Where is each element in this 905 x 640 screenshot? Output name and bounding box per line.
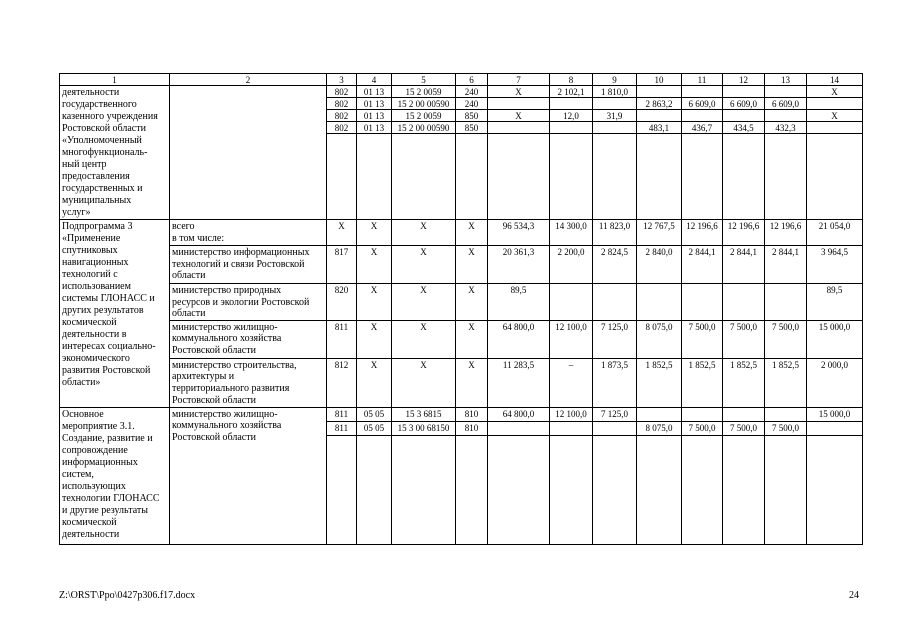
amount-cell: 12,0 bbox=[550, 110, 593, 122]
empty-cell bbox=[807, 134, 863, 220]
amount-cell: 436,7 bbox=[682, 122, 723, 134]
amount-cell: 2 844,1 bbox=[723, 246, 765, 284]
amount-cell bbox=[593, 98, 637, 110]
budget-code-cell: 15 3 6815 bbox=[392, 407, 456, 421]
empty-cell bbox=[357, 134, 392, 220]
empty-cell bbox=[765, 435, 807, 544]
amount-cell bbox=[682, 110, 723, 122]
budget-code-cell: 15 2 00 00590 bbox=[392, 122, 456, 134]
amount-cell: 89,5 bbox=[488, 284, 550, 321]
empty-cell bbox=[682, 435, 723, 544]
header-row bbox=[60, 74, 863, 86]
budget-code-cell: X bbox=[357, 320, 392, 358]
amount-cell: 2 102,1 bbox=[550, 86, 593, 98]
budget-code-cell: 240 bbox=[456, 86, 488, 98]
amount-cell bbox=[765, 86, 807, 98]
amount-cell bbox=[550, 122, 593, 134]
amount-cell: 15 000,0 bbox=[807, 407, 863, 421]
amount-cell bbox=[488, 421, 550, 435]
budget-code-cell: X bbox=[392, 320, 456, 358]
column-number-header: 9 bbox=[593, 74, 637, 86]
budget-code-cell: X bbox=[357, 246, 392, 284]
budget-code-cell: 811 bbox=[327, 407, 357, 421]
amount-cell: 8 075,0 bbox=[637, 320, 682, 358]
column-number-header: 3 bbox=[327, 74, 357, 86]
budget-code-cell: X bbox=[357, 220, 392, 246]
amount-cell bbox=[637, 110, 682, 122]
budget-table bbox=[59, 73, 863, 545]
budget-code-cell: 817 bbox=[327, 246, 357, 284]
amount-cell: 3 964,5 bbox=[807, 246, 863, 284]
amount-cell bbox=[807, 421, 863, 435]
amount-cell: 2 844,1 bbox=[765, 246, 807, 284]
table-row bbox=[60, 407, 863, 421]
budget-code-cell: 811 bbox=[327, 320, 357, 358]
empty-cell bbox=[456, 435, 488, 544]
amount-cell bbox=[723, 284, 765, 321]
budget-code-cell: 05 05 bbox=[357, 421, 392, 435]
empty-cell bbox=[637, 134, 682, 220]
budget-code-cell: 810 bbox=[456, 407, 488, 421]
amount-cell: 7 500,0 bbox=[765, 320, 807, 358]
budget-code-cell: 812 bbox=[327, 358, 357, 407]
empty-cell bbox=[682, 134, 723, 220]
amount-cell bbox=[550, 421, 593, 435]
executor-cell: министерство природных ресурсов и экологии Ростовской области bbox=[170, 284, 327, 321]
budget-code-cell: 850 bbox=[456, 110, 488, 122]
amount-cell: 483,1 bbox=[637, 122, 682, 134]
amount-cell bbox=[765, 110, 807, 122]
amount-cell bbox=[682, 284, 723, 321]
executor-cell bbox=[170, 86, 327, 220]
amount-cell: 8 075,0 bbox=[637, 421, 682, 435]
executor-cell: всего в том числе: bbox=[170, 220, 327, 246]
budget-code-cell: 850 bbox=[456, 122, 488, 134]
amount-cell: 1 852,5 bbox=[682, 358, 723, 407]
program-name-cell: деятельности государственного казенного учреждения Ростовской области «Уполномоченный многофункциональ- ный центр предоставления государственных и муниципальных услуг» bbox=[60, 86, 170, 220]
amount-cell: 96 534,3 bbox=[488, 220, 550, 246]
amount-cell: 12 196,6 bbox=[723, 220, 765, 246]
amount-cell: 2 844,1 bbox=[682, 246, 723, 284]
empty-cell bbox=[392, 134, 456, 220]
amount-cell: 1 852,5 bbox=[637, 358, 682, 407]
amount-cell: 7 500,0 bbox=[723, 421, 765, 435]
amount-cell bbox=[807, 98, 863, 110]
empty-cell bbox=[488, 435, 550, 544]
budget-code-cell: 802 bbox=[327, 110, 357, 122]
program-name-cell: Подпрограмма 3 «Применение спутниковых навигационных технологий с использованием системы ГЛОНАСС и других результатов космической деятельности в интересах социально- экономического развития Ростовской области» bbox=[60, 220, 170, 408]
amount-cell: 2 863,2 bbox=[637, 98, 682, 110]
column-number-header: 7 bbox=[488, 74, 550, 86]
empty-cell bbox=[357, 435, 392, 544]
budget-code-cell: 01 13 bbox=[357, 98, 392, 110]
empty-cell bbox=[637, 435, 682, 544]
amount-cell bbox=[550, 98, 593, 110]
empty-cell bbox=[593, 134, 637, 220]
empty-cell bbox=[327, 134, 357, 220]
amount-cell: 64 800,0 bbox=[488, 320, 550, 358]
amount-cell: 20 361,3 bbox=[488, 246, 550, 284]
amount-cell bbox=[682, 86, 723, 98]
amount-cell: 14 300,0 bbox=[550, 220, 593, 246]
amount-cell: 434,5 bbox=[723, 122, 765, 134]
budget-code-cell: 15 3 00 68150 bbox=[392, 421, 456, 435]
amount-cell bbox=[765, 284, 807, 321]
amount-cell: 6 609,0 bbox=[682, 98, 723, 110]
budget-code-cell: 01 13 bbox=[357, 122, 392, 134]
empty-cell bbox=[488, 134, 550, 220]
budget-code-cell: 01 13 bbox=[357, 110, 392, 122]
amount-cell: 12 767,5 bbox=[637, 220, 682, 246]
budget-code-cell: X bbox=[327, 220, 357, 246]
file-path: Z:\ORST\Ppo\0427p306.f17.docx bbox=[59, 590, 196, 601]
amount-cell: X bbox=[488, 86, 550, 98]
empty-cell bbox=[723, 134, 765, 220]
amount-cell: 1 852,5 bbox=[723, 358, 765, 407]
amount-cell bbox=[593, 284, 637, 321]
budget-code-cell: 15 2 0059 bbox=[392, 86, 456, 98]
amount-cell: 2 000,0 bbox=[807, 358, 863, 407]
amount-cell bbox=[637, 407, 682, 421]
table-row bbox=[60, 246, 863, 284]
empty-cell bbox=[593, 435, 637, 544]
column-number-header: 12 bbox=[723, 74, 765, 86]
budget-code-cell: X bbox=[456, 320, 488, 358]
amount-cell: 31,9 bbox=[593, 110, 637, 122]
amount-cell: 7 125,0 bbox=[593, 407, 637, 421]
column-number-header: 10 bbox=[637, 74, 682, 86]
column-number-header: 5 bbox=[392, 74, 456, 86]
amount-cell bbox=[593, 421, 637, 435]
empty-cell bbox=[807, 435, 863, 544]
budget-code-cell: 01 13 bbox=[357, 86, 392, 98]
page-number: 24 bbox=[849, 590, 859, 601]
amount-cell bbox=[765, 407, 807, 421]
amount-cell: 7 500,0 bbox=[765, 421, 807, 435]
amount-cell: 2 840,0 bbox=[637, 246, 682, 284]
amount-cell bbox=[593, 122, 637, 134]
amount-cell: 6 609,0 bbox=[765, 98, 807, 110]
budget-code-cell: X bbox=[357, 358, 392, 407]
amount-cell: 12 100,0 bbox=[550, 320, 593, 358]
budget-code-cell: 802 bbox=[327, 122, 357, 134]
budget-code-cell: X bbox=[456, 284, 488, 321]
amount-cell: 64 800,0 bbox=[488, 407, 550, 421]
table-row bbox=[60, 284, 863, 321]
amount-cell: 12 100,0 bbox=[550, 407, 593, 421]
amount-cell: 7 500,0 bbox=[682, 320, 723, 358]
budget-code-cell: 05 05 bbox=[357, 407, 392, 421]
budget-code-cell: X bbox=[456, 220, 488, 246]
amount-cell bbox=[637, 284, 682, 321]
executor-cell: министерство жилищно- коммунального хозяйства Ростовской области bbox=[170, 407, 327, 544]
empty-cell bbox=[550, 435, 593, 544]
table-row bbox=[60, 86, 863, 98]
amount-cell: 12 196,6 bbox=[765, 220, 807, 246]
budget-code-cell: X bbox=[392, 358, 456, 407]
column-number-header: 4 bbox=[357, 74, 392, 86]
amount-cell: 12 196,6 bbox=[682, 220, 723, 246]
amount-cell: X bbox=[807, 86, 863, 98]
amount-cell bbox=[488, 98, 550, 110]
budget-code-cell: X bbox=[392, 246, 456, 284]
empty-cell bbox=[550, 134, 593, 220]
amount-cell: 7 500,0 bbox=[723, 320, 765, 358]
budget-code-cell: X bbox=[357, 284, 392, 321]
amount-cell bbox=[723, 110, 765, 122]
amount-cell bbox=[488, 122, 550, 134]
amount-cell: 1 810,0 bbox=[593, 86, 637, 98]
amount-cell bbox=[637, 86, 682, 98]
empty-cell bbox=[723, 435, 765, 544]
empty-cell bbox=[456, 134, 488, 220]
budget-code-cell: X bbox=[456, 246, 488, 284]
column-number-header: 13 bbox=[765, 74, 807, 86]
amount-cell: 1 873,5 bbox=[593, 358, 637, 407]
budget-code-cell: 802 bbox=[327, 98, 357, 110]
executor-cell: министерство жилищно- коммунального хозяйства Ростовской области bbox=[170, 320, 327, 358]
amount-cell bbox=[723, 86, 765, 98]
table-row bbox=[60, 220, 863, 246]
column-number-header: 1 bbox=[60, 74, 170, 86]
amount-cell bbox=[682, 407, 723, 421]
column-number-header: 2 bbox=[170, 74, 327, 86]
budget-code-cell: 820 bbox=[327, 284, 357, 321]
budget-code-cell: 240 bbox=[456, 98, 488, 110]
amount-cell: 11 283,5 bbox=[488, 358, 550, 407]
empty-cell bbox=[765, 134, 807, 220]
budget-code-cell: X bbox=[392, 220, 456, 246]
amount-cell bbox=[723, 407, 765, 421]
table-row bbox=[60, 320, 863, 358]
amount-cell: X bbox=[807, 110, 863, 122]
amount-cell: 11 823,0 bbox=[593, 220, 637, 246]
budget-code-cell: 15 2 00 00590 bbox=[392, 98, 456, 110]
amount-cell: 7 125,0 bbox=[593, 320, 637, 358]
amount-cell bbox=[807, 122, 863, 134]
column-number-header: 14 bbox=[807, 74, 863, 86]
column-number-header: 11 bbox=[682, 74, 723, 86]
executor-cell: министерство строительства, архитектуры и территориального развития Ростовской области bbox=[170, 358, 327, 407]
table-body bbox=[60, 74, 863, 545]
amount-cell: 432,3 bbox=[765, 122, 807, 134]
amount-cell: 21 054,0 bbox=[807, 220, 863, 246]
budget-code-cell: X bbox=[456, 358, 488, 407]
column-number-header: 8 bbox=[550, 74, 593, 86]
empty-cell bbox=[327, 435, 357, 544]
budget-code-cell: 811 bbox=[327, 421, 357, 435]
amount-cell: – bbox=[550, 358, 593, 407]
amount-cell bbox=[550, 284, 593, 321]
budget-code-cell: X bbox=[392, 284, 456, 321]
amount-cell: 7 500,0 bbox=[682, 421, 723, 435]
budget-code-cell: 810 bbox=[456, 421, 488, 435]
amount-cell: 15 000,0 bbox=[807, 320, 863, 358]
amount-cell: 2 200,0 bbox=[550, 246, 593, 284]
program-name-cell: Основное мероприятие 3.1. Создание, развитие и сопровождение информационных систем, использующих технологии ГЛОНАСС и другие результаты космической деятельности bbox=[60, 407, 170, 544]
empty-cell bbox=[392, 435, 456, 544]
table-row bbox=[60, 358, 863, 407]
amount-cell: 89,5 bbox=[807, 284, 863, 321]
column-number-header: 6 bbox=[456, 74, 488, 86]
executor-cell: министерство информационных технологий и связи Ростовской области bbox=[170, 246, 327, 284]
budget-code-cell: 802 bbox=[327, 86, 357, 98]
budget-code-cell: 15 2 0059 bbox=[392, 110, 456, 122]
amount-cell: X bbox=[488, 110, 550, 122]
amount-cell: 2 824,5 bbox=[593, 246, 637, 284]
amount-cell: 6 609,0 bbox=[723, 98, 765, 110]
amount-cell: 1 852,5 bbox=[765, 358, 807, 407]
